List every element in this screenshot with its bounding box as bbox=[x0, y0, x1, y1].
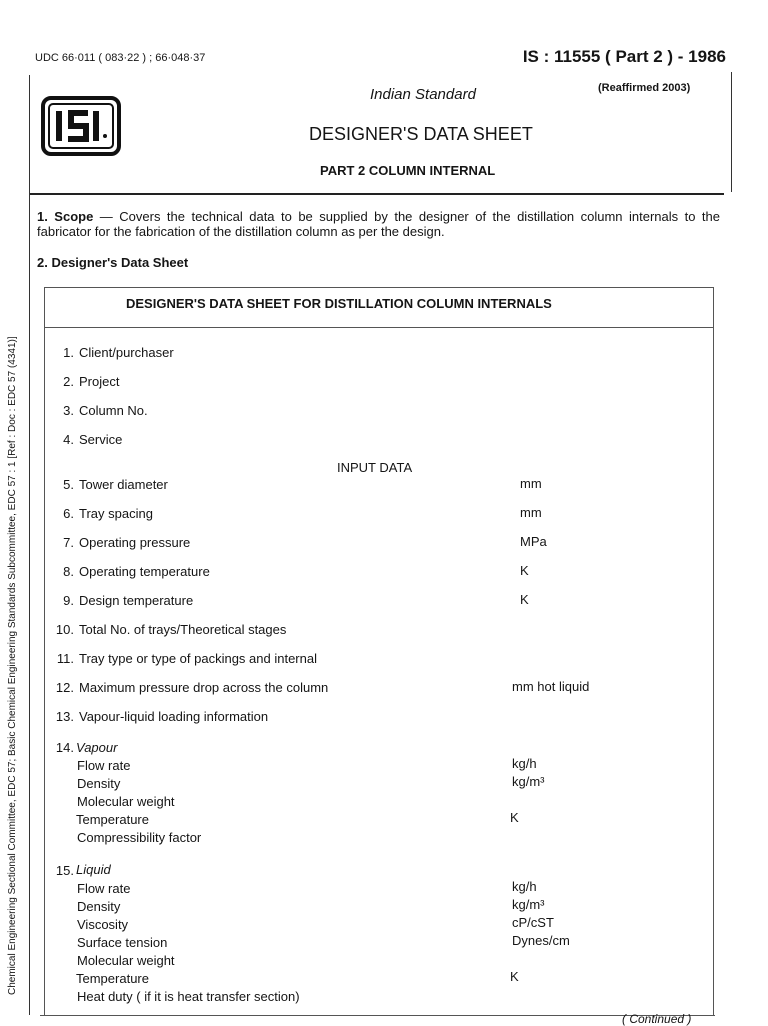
item-tower-diameter: Tower diameter bbox=[79, 477, 168, 492]
input-data-heading: INPUT DATA bbox=[337, 460, 413, 475]
item-client: Client/purchaser bbox=[79, 345, 174, 360]
isi-logo bbox=[41, 96, 121, 156]
item-number: 6. bbox=[63, 506, 74, 521]
liquid-density: Density bbox=[77, 899, 121, 914]
liquid-density-unit: kg/m³ bbox=[512, 897, 545, 912]
unit-tray-spacing: mm bbox=[520, 505, 542, 520]
indian-standard-label: Indian Standard bbox=[370, 86, 476, 103]
data-sheet-heading: DESIGNER'S DATA SHEET FOR DISTILLATION COLUMN INTERNALS bbox=[126, 296, 552, 311]
liquid-viscosity-unit: cP/cST bbox=[512, 915, 554, 930]
liquid-flow-rate-unit: kg/h bbox=[512, 879, 537, 894]
item-number: 13. bbox=[55, 709, 74, 724]
item-column-no: Column No. bbox=[79, 403, 148, 418]
item-service: Service bbox=[79, 432, 123, 447]
scope-paragraph bbox=[37, 209, 720, 239]
item-number: 7. bbox=[63, 535, 74, 550]
liquid-heading: Liquid bbox=[76, 862, 111, 877]
item-number: 15. bbox=[55, 863, 74, 878]
vapour-density-unit: kg/m³ bbox=[512, 774, 545, 789]
continued-note: ( Continued ) bbox=[622, 1012, 692, 1026]
page-title: DESIGNER'S DATA SHEET bbox=[309, 124, 533, 144]
unit-max-pressure-drop: mm hot liquid bbox=[512, 679, 590, 694]
item-number: 2. bbox=[63, 374, 74, 389]
liquid-flow-rate: Flow rate bbox=[77, 881, 131, 896]
liquid-molecular-weight: Molecular weight bbox=[77, 953, 175, 968]
vapour-molecular-weight: Molecular weight bbox=[77, 794, 175, 809]
reaffirmed-note: (Reaffirmed 2003) bbox=[598, 82, 691, 94]
item-design-temperature: Design temperature bbox=[79, 593, 194, 608]
vapour-heading: Vapour bbox=[76, 740, 118, 755]
item-number: 8. bbox=[63, 564, 74, 579]
vapour-temperature-unit: K bbox=[510, 810, 519, 825]
udc-code: UDC 66·011 ( 083·22 ) ; 66·048·37 bbox=[35, 52, 206, 64]
section-2-heading: 2. Designer's Data Sheet bbox=[37, 255, 189, 270]
standard-number: IS : 11555 ( Part 2 ) - 1986 bbox=[522, 47, 726, 66]
vapour-compressibility: Compressibility factor bbox=[77, 830, 202, 845]
data-sheet-heading-rule bbox=[44, 327, 713, 328]
vapour-density: Density bbox=[77, 776, 121, 791]
liquid-temperature-unit: K bbox=[510, 969, 519, 984]
item-tray-spacing: Tray spacing bbox=[79, 506, 153, 521]
item-number: 14. bbox=[55, 740, 74, 755]
vapour-temperature: Temperature bbox=[76, 812, 149, 827]
liquid-surface-tension: Surface tension bbox=[77, 935, 168, 950]
left-frame-line bbox=[29, 75, 30, 1015]
item-number: 1. bbox=[63, 345, 74, 360]
scope-text: — Covers the technical data to be supplied by the designer of the distillation column internals to the fabricator for the fabrication of the distillation column as per the design. bbox=[37, 209, 720, 239]
unit-operating-temperature: K bbox=[520, 563, 529, 578]
vapour-flow-rate: Flow rate bbox=[77, 758, 131, 773]
bottom-rule bbox=[40, 1015, 715, 1016]
scope-label: 1. Scope bbox=[37, 209, 94, 224]
unit-operating-pressure: MPa bbox=[520, 534, 547, 549]
item-project: Project bbox=[79, 374, 120, 389]
liquid-heat-duty: Heat duty ( if it is heat transfer section) bbox=[77, 989, 300, 1004]
liquid-temperature: Temperature bbox=[76, 971, 149, 986]
unit-tower-diameter: mm bbox=[520, 476, 542, 491]
item-number: 5. bbox=[63, 477, 74, 492]
item-operating-temperature: Operating temperature bbox=[79, 564, 210, 579]
item-number: 11. bbox=[56, 651, 74, 666]
item-tray-type: Tray type or type of packings and internal bbox=[79, 651, 317, 666]
item-number: 3. bbox=[63, 403, 74, 418]
item-number: 12. bbox=[55, 680, 74, 695]
vapour-flow-rate-unit: kg/h bbox=[512, 756, 537, 771]
unit-design-temperature: K bbox=[520, 592, 529, 607]
item-total-trays: Total No. of trays/Theoretical stages bbox=[79, 622, 287, 637]
header-rule bbox=[30, 193, 724, 195]
part-subtitle: PART 2 COLUMN INTERNAL bbox=[320, 163, 496, 178]
right-frame-line bbox=[731, 72, 732, 192]
item-vapour-liquid-loading: Vapour-liquid loading information bbox=[79, 709, 269, 724]
liquid-viscosity: Viscosity bbox=[77, 917, 129, 932]
item-operating-pressure: Operating pressure bbox=[79, 535, 191, 550]
item-max-pressure-drop: Maximum pressure drop across the column bbox=[79, 680, 329, 695]
committee-side-note: Chemical Engineering Sectional Committee, EDC 57; Basic Chemical Engineering Standards Subcommittee, EDC 57 : 1 [Ref : Doc : EDC 57 (4341)] bbox=[7, 336, 18, 995]
liquid-surface-tension-unit: Dynes/cm bbox=[512, 933, 570, 948]
item-number: 9. bbox=[63, 593, 74, 608]
item-number: 4. bbox=[63, 432, 74, 447]
item-number: 10. bbox=[55, 622, 74, 637]
